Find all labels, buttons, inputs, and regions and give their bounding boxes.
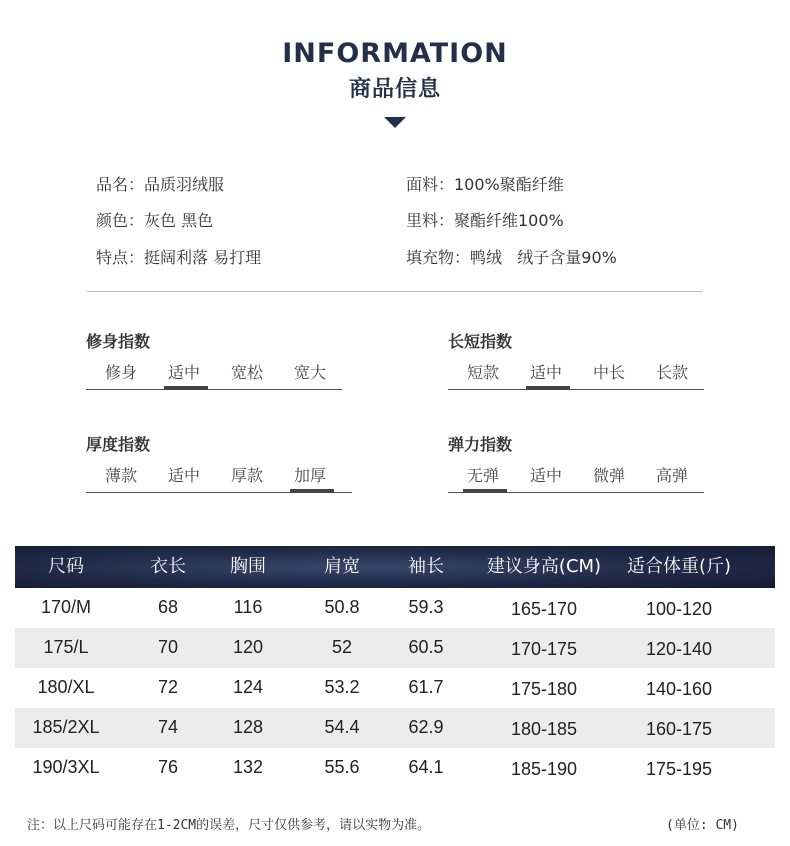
table-cell: 64.1 — [408, 757, 444, 777]
scale-selected-marker — [463, 489, 507, 493]
table-header-cell: 尺码 — [48, 556, 84, 577]
table-header-cell: 肩宽 — [324, 556, 360, 577]
table-cell: 175-195 — [645, 759, 713, 779]
table-cell: 60.5 — [408, 637, 444, 657]
table-cell: 59.3 — [408, 597, 444, 617]
table-cell: 120 — [232, 637, 264, 657]
table-cell: 165-170 — [510, 599, 578, 619]
down-triangle-icon — [384, 117, 406, 128]
scale-title: 厚度指数 — [86, 435, 151, 454]
table-cell: 132 — [232, 757, 264, 777]
scale-title: 弹力指数 — [448, 435, 513, 454]
scale-option: 适中 — [167, 363, 200, 382]
table-cell: 185-190 — [510, 759, 578, 779]
table-cell: 74 — [157, 717, 179, 737]
product-feature: 特点：挺阔利落 易打理 — [96, 248, 262, 267]
table-cell: 68 — [157, 597, 179, 617]
size-note: 注：以上尺码可能存在1-2CM的误差，尺寸仅供参考，请以实物为准。 — [27, 818, 431, 833]
table-cell: 76 — [157, 757, 179, 777]
title-english: INFORMATION — [282, 38, 508, 69]
table-cell: 190/3XL — [32, 757, 100, 777]
table-header-cell: 建议身高(CM) — [486, 556, 602, 577]
scale-line — [86, 389, 342, 390]
table-cell: 185/2XL — [32, 717, 100, 737]
table-cell: 70 — [157, 637, 179, 657]
table-header-cell: 袖长 — [408, 556, 444, 577]
product-filling: 填充物：鸭绒 绒子含量90% — [406, 248, 617, 267]
unit-note: (单位: CM) — [666, 818, 739, 833]
table-cell: 170-175 — [510, 639, 578, 659]
scale-option: 微弹 — [592, 466, 625, 485]
table-header-cell: 胸围 — [230, 556, 266, 577]
table-cell: 128 — [232, 717, 264, 737]
product-color: 颜色：灰色 黑色 — [96, 211, 214, 230]
table-cell: 61.7 — [408, 677, 444, 697]
table-cell: 116 — [233, 597, 263, 617]
table-cell: 100-120 — [645, 599, 713, 619]
product-name: 品名：品质羽绒服 — [96, 175, 225, 194]
table-cell: 140-160 — [645, 679, 713, 699]
scale-selected-marker — [526, 386, 570, 390]
scale-selected-marker — [164, 386, 208, 390]
table-cell: 50.8 — [324, 597, 360, 617]
scale-option: 适中 — [529, 466, 562, 485]
scale-line — [448, 389, 704, 390]
product-lining: 里料：聚酯纤维100% — [406, 211, 564, 230]
table-cell: 55.6 — [324, 757, 360, 777]
scale-option: 修身 — [104, 363, 137, 382]
table-cell: 124 — [232, 677, 264, 697]
scale-option: 厚款 — [230, 466, 263, 485]
scale-option: 无弹 — [466, 466, 499, 485]
title-chinese: 商品信息 — [348, 77, 441, 102]
scale-title: 修身指数 — [86, 332, 151, 351]
table-cell: 160-175 — [645, 719, 713, 739]
scale-title: 长短指数 — [448, 332, 513, 351]
table-cell: 72 — [157, 677, 179, 697]
table-cell: 170/M — [40, 597, 92, 617]
scale-option: 宽松 — [230, 363, 263, 382]
table-header-cell: 衣长 — [150, 556, 186, 577]
table-cell: 180-185 — [510, 719, 578, 739]
table-cell: 53.2 — [324, 677, 360, 697]
table-cell: 180/XL — [37, 677, 95, 697]
scale-option: 短款 — [466, 363, 499, 382]
scale-option: 加厚 — [293, 466, 326, 485]
product-fabric: 面料：100%聚酯纤维 — [406, 175, 564, 194]
scale-option: 宽大 — [293, 363, 326, 382]
table-cell: 120-140 — [645, 639, 713, 659]
table-cell: 54.4 — [324, 717, 360, 737]
table-cell: 52 — [331, 637, 353, 657]
scale-selected-marker — [290, 489, 334, 493]
scale-option: 适中 — [529, 363, 562, 382]
table-cell: 62.9 — [408, 717, 444, 737]
table-cell: 175-180 — [510, 679, 578, 699]
divider — [87, 291, 703, 292]
scale-option: 长款 — [655, 363, 688, 382]
scale-option: 中长 — [592, 363, 625, 382]
scale-option: 适中 — [167, 466, 200, 485]
table-header-cell: 适合体重(斤) — [626, 556, 732, 577]
scale-option: 高弹 — [655, 466, 688, 485]
table-cell: 175/L — [43, 637, 89, 657]
scale-option: 薄款 — [104, 466, 137, 485]
